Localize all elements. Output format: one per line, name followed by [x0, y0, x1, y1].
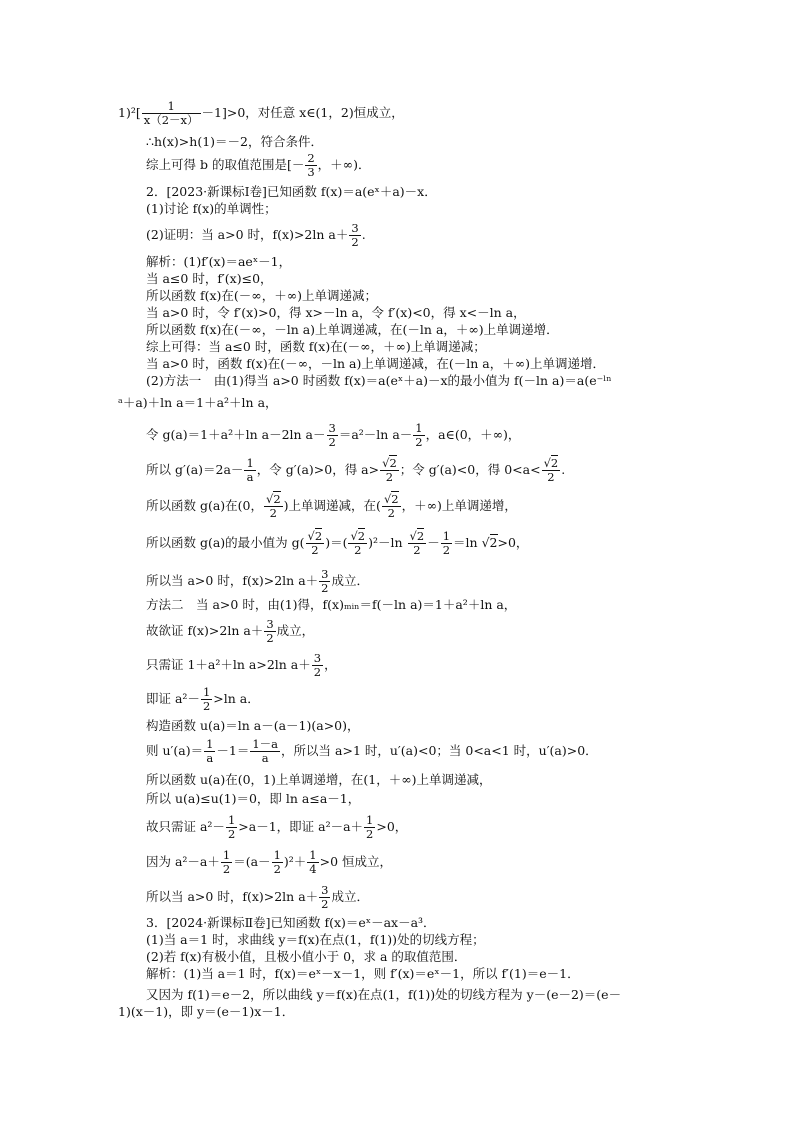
numerator: 3	[266, 617, 274, 631]
line-17	[146, 457, 565, 484]
line-13: 当 a>0 时，函数 f(x)在(－∞，－ln a)上单调递减，在(－ln a，＋∞)上单调递增．	[146, 356, 606, 371]
text: 所以当 a>0 时，f(x)>2ln a＋	[146, 889, 319, 904]
denominator: 3	[307, 165, 315, 179]
line-30	[146, 849, 392, 876]
fraction	[408, 530, 427, 557]
radicand: 2	[314, 529, 323, 543]
text: ；令 g′(a)<0，得 0<a<	[399, 462, 541, 477]
fraction	[264, 618, 275, 645]
text: )上单调递减，在(	[283, 498, 381, 513]
denominator: 2	[269, 506, 277, 520]
text: ＝ln	[453, 535, 482, 550]
text: 则 u′(a)＝	[146, 743, 204, 758]
denominator: 2	[351, 235, 359, 249]
radical-sign: √	[409, 529, 417, 543]
denominator: 2	[273, 862, 281, 876]
text: 成立．	[331, 573, 369, 588]
radicand: 2	[489, 535, 498, 550]
numerator	[542, 457, 561, 471]
radical-sign: √	[307, 529, 315, 543]
fraction	[244, 457, 255, 484]
line-37: 1)(x－1)，即 y＝(e－1)x－1．	[118, 1004, 295, 1019]
text: 令 g(a)＝1＋a²＋ln a－2ln a－	[146, 427, 326, 442]
numerator: 1	[415, 421, 423, 435]
numerator: 1	[309, 848, 317, 862]
line-16	[146, 422, 520, 449]
fraction	[364, 814, 375, 841]
line-28: 所以 u(a)≤u(1)＝0，即 ln a≤a－1，	[146, 791, 361, 806]
numerator: 1	[227, 813, 236, 827]
line-12: 综上可得：当 a≤0 时，函数 f(x)在(－∞，＋∞)上单调递减；	[146, 339, 486, 354]
text: 只需证 1＋a²＋ln a>2ln a＋	[146, 657, 311, 672]
text: 综上可得 b 的取值范围是[－	[146, 157, 305, 172]
text: )²＋	[283, 854, 307, 869]
fraction	[441, 530, 452, 557]
text: >0，	[376, 819, 408, 834]
numerator: 1	[202, 685, 211, 699]
line-10: 当 a>0 时，令 f′(x)>0，得 x>－ln a，令 f′(x)<0，得 x<－ln a，	[146, 305, 526, 320]
text: >0 恒成立，	[319, 854, 393, 869]
line-36: 又因为 f(1)＝e－2，所以曲线 y＝f(x)在点(1，f(1))处的切线方程为 y－(e－2)＝(e－	[146, 987, 622, 1002]
line-15: ᵃ＋a)＋ln a＝1＋a²＋ln a，	[118, 395, 278, 410]
text: 因为 a²－a＋	[146, 854, 220, 869]
denominator: 2	[354, 543, 362, 557]
numerator: 3	[321, 567, 329, 581]
line-22	[146, 618, 314, 645]
radical-sign: √	[266, 492, 274, 506]
denominator: 2	[321, 897, 329, 911]
denominator: 2	[366, 827, 374, 841]
text: －1＝	[216, 743, 250, 758]
fraction	[305, 152, 316, 179]
text: >0，	[497, 535, 529, 550]
line-2: ∴h(x)>h(1)＝－2，符合条件．	[146, 134, 323, 149]
text: ＝(a－	[233, 854, 271, 869]
radical-sign: √	[350, 529, 358, 543]
radicand: 2	[389, 456, 397, 470]
line-23	[146, 652, 337, 679]
fraction	[380, 457, 399, 484]
numerator: 1－a	[252, 737, 279, 751]
text: .	[561, 462, 566, 477]
radicand: 2	[391, 492, 399, 506]
line-1	[118, 100, 404, 127]
text: ＝a²－ln a－	[338, 427, 413, 442]
denominator: 2	[413, 543, 421, 557]
line-34: (2)若 f(x)有极小值，且极小值小于 0，求 a 的取值范围．	[146, 949, 467, 964]
text: >a－1，即证 a²－a＋	[238, 819, 364, 834]
text: )²－ln	[368, 535, 407, 550]
text: 故只需证 a²－	[146, 819, 225, 834]
fraction	[250, 738, 280, 765]
problem-2-part-1: (1)讨论 f(x)的单调性；	[146, 201, 277, 216]
denominator: 2	[442, 543, 451, 557]
text: )＝(	[325, 535, 348, 550]
numerator: 1	[366, 813, 374, 827]
denominator: 4	[309, 862, 317, 876]
denominator: 2	[227, 827, 236, 841]
fraction	[348, 530, 367, 557]
line-35: 解析：(1)当 a＝1 时，f(x)＝eˣ－x－1，则 f′(x)＝eˣ－1，所以 f′(1)＝e－1．	[146, 966, 580, 981]
problem-3-heading: 3．[2024·新课标Ⅱ卷]已知函数 f(x)＝eˣ－ax－a³．	[146, 915, 436, 930]
numerator	[348, 530, 367, 544]
line-26	[146, 738, 598, 765]
text: －1]>0，对任意 x∈(1，2)恒成立，	[201, 105, 404, 120]
numerator: 3	[313, 651, 322, 665]
text: ，	[324, 657, 337, 672]
denominator: 2	[202, 699, 211, 713]
fraction	[319, 568, 330, 595]
numerator: 1	[206, 737, 214, 751]
text: 1)²[	[118, 105, 141, 120]
numerator	[380, 457, 399, 471]
numerator	[264, 493, 283, 507]
numerator: 2	[307, 151, 315, 165]
radicand: 2	[273, 492, 281, 506]
radical-sign: √	[382, 456, 390, 470]
fraction	[349, 222, 360, 249]
line-19	[146, 530, 528, 557]
denominator: x（2－x）	[143, 113, 199, 127]
text: 即证 a²－	[146, 691, 200, 706]
numerator	[408, 530, 427, 544]
denominator: 2	[311, 543, 319, 557]
line-8: 当 a≤0 时，f′(x)≤0，	[146, 271, 273, 286]
problem-2-heading: 2．[2023·新课标Ⅰ卷]已知函数 f(x)＝a(eˣ＋a)－x．	[146, 184, 437, 199]
numerator: 3	[351, 221, 359, 235]
numerator	[306, 530, 325, 544]
line-21: 方法二 当 a>0 时，由(1)得，f(x)ₘᵢₙ＝f(－ln a)＝1＋a²＋ln a，	[146, 597, 517, 612]
line-11: 所以函数 f(x)在(－∞，－ln a)上单调递减，在(－ln a，＋∞)上单调递增．	[146, 322, 559, 337]
text: (2)证明：当 a>0 时，f(x)>2ln a＋	[146, 227, 349, 242]
line-24	[146, 686, 260, 713]
denominator: 2	[328, 435, 336, 449]
numerator: 1	[442, 529, 451, 543]
fraction	[264, 493, 283, 520]
line-20	[146, 568, 369, 595]
denominator: 2	[387, 506, 395, 520]
text: 故欲证 f(x)>2ln a＋	[146, 623, 264, 638]
denominator: 2	[321, 581, 329, 595]
radical-sign: √	[383, 492, 392, 506]
text: ，＋∞)．	[317, 157, 371, 172]
text: 所以函数 g(a)的最小值为 g(	[146, 535, 305, 550]
radical-sign: √	[481, 535, 490, 550]
line-14: (2)方法一 由(1)得当 a>0 时函数 f(x)＝a(eˣ＋a)－x的最小值为 f(－ln a)＝a(e⁻ˡⁿ	[146, 373, 612, 388]
numerator: 3	[321, 883, 329, 897]
radicand: 2	[416, 529, 425, 543]
problem-2-part-2	[146, 222, 366, 249]
numerator: 1	[222, 848, 231, 862]
numerator: 1	[273, 848, 281, 862]
text: －	[427, 535, 440, 550]
denominator: 2	[222, 862, 231, 876]
line-29	[146, 814, 407, 841]
text: ，＋∞)上单调递增，	[401, 498, 517, 513]
text: ，所以当 a>1 时，u′(a)<0；当 0<a<1 时，u′(a)>0．	[281, 743, 598, 758]
numerator: 1	[142, 100, 201, 114]
fraction	[226, 814, 237, 841]
line-3	[146, 152, 370, 179]
denominator: 2	[415, 435, 423, 449]
text: ，a∈(0，＋∞)，	[425, 427, 521, 442]
fraction	[307, 849, 318, 876]
fraction	[413, 422, 424, 449]
denominator: 2	[266, 631, 274, 645]
line-7: 解析：(1)f′(x)＝aeˣ－1，	[146, 254, 292, 269]
numerator: 3	[328, 421, 336, 435]
denominator: 2	[547, 470, 555, 484]
denominator: 2	[313, 665, 322, 679]
text: .	[361, 227, 366, 242]
fraction	[142, 100, 201, 127]
fraction	[327, 422, 338, 449]
fraction	[319, 884, 330, 911]
text: 所以函数 g(a)在(0，	[146, 498, 264, 513]
fraction	[272, 849, 283, 876]
radical-sign: √	[543, 456, 551, 470]
line-27: 所以函数 u(a)在(0，1)上单调递增，在(1，＋∞)上单调递减，	[146, 772, 492, 787]
radicand: 2	[357, 529, 366, 543]
radicand: 2	[550, 456, 559, 470]
fraction	[221, 849, 232, 876]
numerator: 1	[246, 456, 254, 470]
fraction	[204, 738, 215, 765]
text: 成立，	[276, 623, 315, 638]
fraction	[542, 457, 561, 484]
fraction	[201, 686, 212, 713]
text: ，令 g′(a)>0，得 a>	[256, 462, 380, 477]
text: >ln a．	[213, 691, 260, 706]
denominator: 2	[385, 470, 394, 484]
fraction	[312, 652, 323, 679]
line-33: (1)当 a＝1 时，求曲线 y＝f(x)在点(1，f(1))处的切线方程；	[146, 932, 485, 947]
text: 所以当 a>0 时，f(x)>2ln a＋	[146, 573, 319, 588]
line-31	[146, 884, 369, 911]
denominator: a	[206, 751, 214, 765]
text: 成立．	[331, 889, 369, 904]
denominator: a	[261, 751, 269, 765]
text: 所以 g′(a)＝2a－	[146, 462, 244, 477]
line-9: 所以函数 f(x)在(－∞，＋∞)上单调递减；	[146, 288, 377, 303]
fraction	[382, 493, 401, 520]
line-18	[146, 493, 517, 520]
denominator: a	[246, 470, 254, 484]
fraction	[306, 530, 325, 557]
line-25: 构造函数 u(a)＝ln a－(a－1)(a>0)，	[146, 718, 360, 733]
numerator	[382, 493, 401, 507]
